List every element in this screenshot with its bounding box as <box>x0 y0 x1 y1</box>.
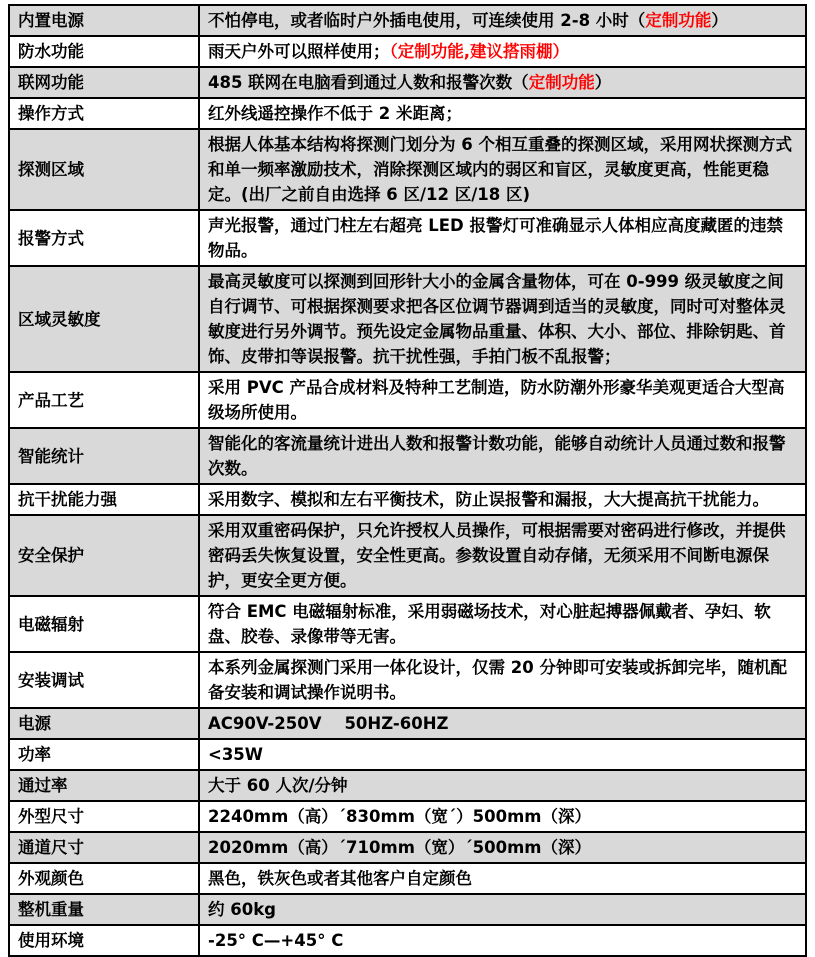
table-row <box>9 129 806 210</box>
table-row <box>9 863 806 894</box>
table-row <box>9 5 806 36</box>
table-row <box>9 210 806 266</box>
spec-text: 不怕停电，或者临时户外插电使用，可连续使用 2-8 小时（ <box>208 11 646 30</box>
spec-text: 2240mm（高）´830mm（宽´）500mm（深） <box>208 807 591 826</box>
spec-text: 采用 PVC 产品合成材料及特种工艺制造，防水防潮外形豪华美观更适合大型高级场所使用。 <box>208 378 785 422</box>
spec-value <box>199 652 806 708</box>
spec-text: 本系列金属探测门采用一体化设计，仅需 20 分钟即可安装或拆卸完毕，随机配备安装和调试操作说明书。 <box>208 658 787 702</box>
spec-label: 电磁辐射 <box>9 596 199 652</box>
spec-value <box>199 428 806 484</box>
spec-text: 符合 EMC 电磁辐射标准，采用弱磁场技术，对心脏起搏器佩戴者、孕妇、软盘、胶卷、录像带等无害。 <box>208 602 771 646</box>
spec-text: 2020mm（高）´710mm（宽）´500mm（深） <box>208 838 591 857</box>
spec-value <box>199 266 806 372</box>
spec-text: ） <box>711 11 728 30</box>
spec-value <box>199 5 806 36</box>
spec-value <box>199 484 806 515</box>
custom-feature-note: 定制功能 <box>645 11 712 30</box>
table-row <box>9 925 806 956</box>
spec-value <box>199 739 806 770</box>
table-row <box>9 596 806 652</box>
spec-text: 485 联网在电脑看到通过人数和报警次数（ <box>208 73 529 92</box>
table-row <box>9 372 806 428</box>
spec-text: 黑色，铁灰色或者其他客户自定颜色 <box>208 869 472 888</box>
spec-label: 区域灵敏度 <box>9 266 199 372</box>
table-row <box>9 428 806 484</box>
table-row <box>9 652 806 708</box>
spec-text: 根据人体基本结构将探测门划分为 6 个相互重叠的探测区域，采用网状探测方式和单一频率激励技术，消除探测区域内的弱区和盲区，灵敏度更高，性能更稳定。(出厂之前自由选择 6 区/12 区/18 区) <box>208 135 792 204</box>
spec-value <box>199 801 806 832</box>
spec-label: 通过率 <box>9 770 199 801</box>
spec-table <box>8 4 807 957</box>
spec-text: 雨天户外可以照样使用； <box>208 42 390 61</box>
spec-value <box>199 832 806 863</box>
spec-label: 整机重量 <box>9 894 199 925</box>
spec-label: 外型尺寸 <box>9 801 199 832</box>
spec-text: 智能化的客流量统计进出人数和报警计数功能，能够自动统计人员通过数和报警次数。 <box>208 434 786 478</box>
spec-label: 外观颜色 <box>9 863 199 894</box>
spec-text: ） <box>594 73 612 92</box>
spec-label: 安装调试 <box>9 652 199 708</box>
table-row <box>9 801 806 832</box>
spec-value <box>199 372 806 428</box>
spec-value <box>199 596 806 652</box>
spec-value <box>199 129 806 210</box>
spec-label: 防水功能 <box>9 36 199 67</box>
spec-value <box>199 98 806 129</box>
spec-value <box>199 708 806 739</box>
custom-feature-note: （定制功能,建议搭雨棚） <box>389 42 570 61</box>
table-row <box>9 708 806 739</box>
spec-label: 智能统计 <box>9 428 199 484</box>
table-row <box>9 832 806 863</box>
spec-label: 通道尺寸 <box>9 832 199 863</box>
table-row <box>9 894 806 925</box>
spec-label: 抗干扰能力强 <box>9 484 199 515</box>
spec-value <box>199 515 806 596</box>
spec-label: 报警方式 <box>9 210 199 266</box>
table-row <box>9 36 806 67</box>
spec-label: 功率 <box>9 739 199 770</box>
spec-text: 约 60kg <box>208 900 276 919</box>
table-row <box>9 67 806 98</box>
table-row <box>9 739 806 770</box>
spec-value <box>199 770 806 801</box>
spec-value <box>199 210 806 266</box>
spec-text: 采用双重密码保护，只允许授权人员操作，可根据需要对密码进行修改，并提供密码丢失恢复设置，安全性更高。参数设置自动存储，无须采用不间断电源保护，更安全更方便。 <box>208 521 786 590</box>
spec-value <box>199 894 806 925</box>
spec-text: -25° C—+45° C <box>208 931 344 950</box>
table-row <box>9 484 806 515</box>
spec-value <box>199 863 806 894</box>
spec-text: 最高灵敏度可以探测到回形针大小的金属含量物体，可在 0-999 级灵敏度之间自行调节、可根据探测要求把各区位调节器调到适当的灵敏度，同时可对整体灵敏度进行另外调节。预先设定金属物品重量、体积、大小、部位、排除钥匙、首饰、皮带扣等误报警。抗干扰性强，手拍门板不乱报警； <box>208 272 786 366</box>
spec-value <box>199 36 806 67</box>
table-row <box>9 266 806 372</box>
spec-value <box>199 925 806 956</box>
table-row <box>9 515 806 596</box>
spec-text: 采用数字、模拟和左右平衡技术，防止误报警和漏报，大大提高抗干扰能力。 <box>208 490 769 509</box>
spec-table-body <box>9 5 806 956</box>
spec-label: 内置电源 <box>9 5 199 36</box>
spec-text: 声光报警，通过门柱左右超亮 LED 报警灯可准确显示人体相应高度藏匿的违禁物品。 <box>208 216 783 260</box>
spec-text: <35W <box>208 745 263 764</box>
spec-text: 红外线遥控操作不低于 2 米距离； <box>208 104 462 123</box>
spec-value <box>199 67 806 98</box>
spec-label: 电源 <box>9 708 199 739</box>
spec-label: 联网功能 <box>9 67 199 98</box>
spec-label: 安全保护 <box>9 515 199 596</box>
spec-text: AC90V-250V 50HZ-60HZ <box>208 714 449 733</box>
spec-label: 操作方式 <box>9 98 199 129</box>
table-row <box>9 770 806 801</box>
spec-label: 探测区域 <box>9 129 199 210</box>
spec-text: 大于 60 人次/分钟 <box>208 776 348 795</box>
spec-label: 产品工艺 <box>9 372 199 428</box>
table-row <box>9 98 806 129</box>
spec-label: 使用环境 <box>9 925 199 956</box>
custom-feature-note: 定制功能 <box>528 73 595 92</box>
